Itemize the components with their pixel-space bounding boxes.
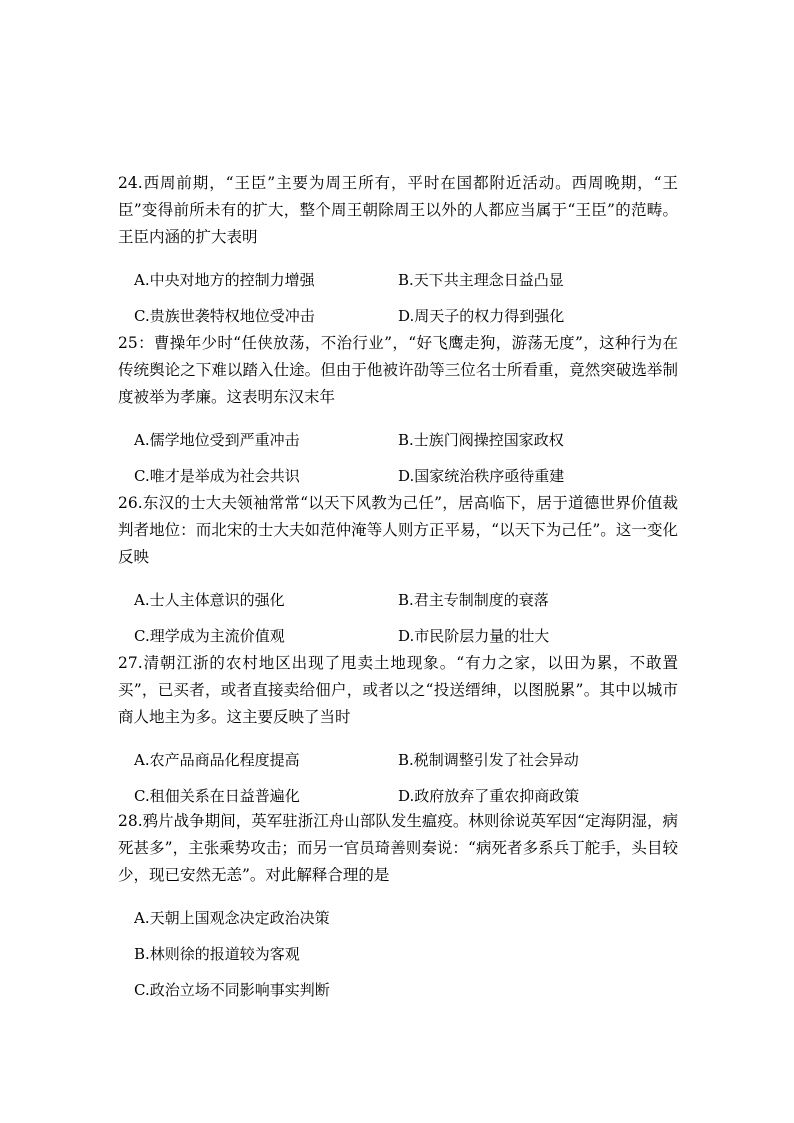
option-d: D.政府放弃了重农抑商政策 [398,786,580,805]
question-stem: 27.清朝江浙的农村地区出现了甩卖土地现象。“有力之家，以田为累，不敢置买”，已买者，或者直接卖给佃户，或者以之“投送缙绅，以图脱累”。其中以城市商人地主为多。这主要反映了当时 [118,654,678,726]
option-row [118,261,678,297]
option-row [118,617,678,653]
question-25 [118,330,678,493]
question-stem: 28.鸦片战争期间，英军驻浙江舟山部队发生瘟疫。林则徐说英军因“定海阴湿，病死甚多”，主张乘势攻击；而另一官员琦善则奏说：“病死者多系兵丁舵手，头目较少，现已安然无恙”。对此解释合理的是 [118,812,678,884]
option-b: B.天下共主理念日益凸显 [398,270,564,289]
question-26 [118,490,678,653]
question-stem: 24.西周前期，“王臣”主要为周王所有，平时在国都附近活动。西周晚期，“王臣”变得前所未有的扩大，整个周王朝除周王以外的人都应当属于“王臣”的范畴。王臣内涵的扩大表明 [118,174,678,246]
option-list [118,261,678,333]
option-c: C.唯才是举成为社会共识 [134,466,300,485]
question-27 [118,650,678,813]
option-row [118,971,678,1007]
option-a: A.士人主体意识的强化 [134,590,285,609]
option-row [118,421,678,457]
question-stem: 26.东汉的士大夫领袖常常“以天下风教为己任”，居高临下，居于道德世界价值裁判者地位：而北宋的士大夫如范仲淹等人则方正平易，“以天下为己任”。这一变化反映 [118,494,678,566]
option-list [118,581,678,653]
option-row [118,457,678,493]
option-row [118,935,678,971]
option-a: A.天朝上国观念决定政治决策 [134,908,330,927]
option-row [118,297,678,333]
option-list [118,421,678,493]
option-a: A.农产品商品化程度提高 [134,750,300,769]
option-b: B.士族门阀操控国家政权 [398,430,564,449]
option-list [118,899,678,1007]
option-a: A.中央对地方的控制力增强 [134,270,315,289]
option-row [118,741,678,777]
option-c: C.理学成为主流价值观 [134,626,285,645]
option-c: C.政治立场不同影响事实判断 [134,980,330,999]
option-c: C.贵族世袭特权地位受冲击 [134,306,315,325]
option-row [118,899,678,935]
question-28 [118,808,678,1007]
option-c: C.租佃关系在日益普遍化 [134,786,300,805]
option-d: D.周天子的权力得到强化 [398,306,565,325]
question-stem: 25：曹操年少时“任侠放荡，不治行业”，“好飞鹰走狗，游荡无度”，这种行为在传统舆论之下难以踏入仕途。但由于他被许劭等三位名士所看重，竟然突破选举制度被举为孝廉。这表明东汉末年 [118,334,678,406]
option-d: D.国家统治秩序亟待重建 [398,466,565,485]
option-b: B.君主专制制度的衰落 [398,590,549,609]
option-row [118,581,678,617]
option-a: A.儒学地位受到严重冲击 [134,430,300,449]
option-b: B.税制调整引发了社会异动 [398,750,579,769]
option-b: B.林则徐的报道较为客观 [134,944,300,963]
option-d: D.市民阶层力量的壮大 [398,626,550,645]
option-list [118,741,678,813]
question-24 [118,170,678,333]
